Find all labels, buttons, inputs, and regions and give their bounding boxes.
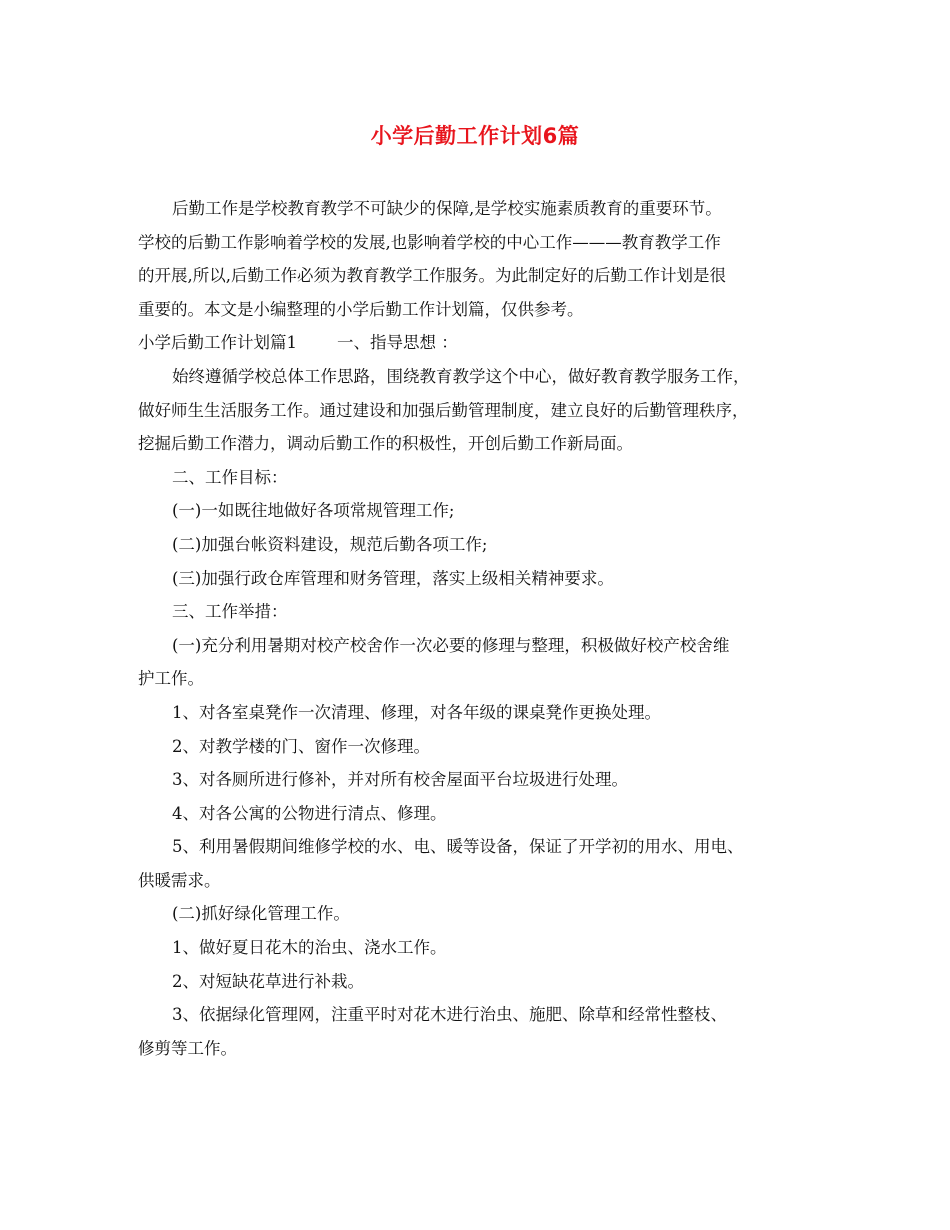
list-item: 1、对各室桌凳作一次清理、修理，对各年级的课桌凳作更换处理。 — [172, 702, 661, 722]
heading-line: 三、工作举措： — [172, 602, 288, 622]
paragraph-line: 学校的后勤工作影响着学校的发展,也影响着学校的中心工作———教育教学工作 — [138, 232, 721, 252]
document-body — [138, 192, 828, 1065]
list-item: (一)充分利用暑期对校产校舍作一次必要的修理与整理，积极做好校产校舍维 — [172, 635, 730, 655]
list-item: 1、做好夏日花木的治虫、浇水工作。 — [172, 938, 447, 958]
list-item: 3、依据绿化管理网，注重平时对花木进行治虫、施肥、除草和经常性整枝、 — [172, 1005, 727, 1025]
list-item: 5、利用暑假期间维修学校的水、电、暖等设备，保证了开学初的用水、用电、 — [172, 837, 744, 857]
list-item: 2、对教学楼的门、窗作一次修理。 — [172, 736, 430, 756]
section-title: 小学后勤工作计划篇1 — [138, 333, 297, 353]
list-item: (三)加强行政仓库管理和财务管理，落实上级相关精神要求。 — [172, 568, 614, 588]
list-item: (二)加强台帐资料建设，规范后勤各项工作; — [172, 534, 488, 554]
paragraph-line: 始终遵循学校总体工作思路，围绕教育教学这个中心，做好教育教学服务工作， — [172, 366, 750, 386]
heading-line: 二、工作目标： — [172, 467, 288, 487]
paragraph-line: 护工作。 — [138, 669, 204, 689]
section-subheading: 一、指导思想 ： — [337, 333, 458, 353]
document-title: 小学后勤工作计划6篇 — [370, 124, 580, 148]
section-heading-line — [138, 326, 828, 360]
list-item: (二)抓好绿化管理工作。 — [172, 904, 350, 924]
paragraph-line: 重要的。本文是小编整理的小学后勤工作计划篇，仅供参考。 — [138, 299, 584, 319]
paragraph-line: 修剪等工作。 — [138, 1038, 237, 1058]
list-item: (一)一如既往地做好各项常规管理工作; — [172, 501, 455, 521]
paragraph-line: 挖掘后勤工作潜力，调动后勤工作的积极性，开创后勤工作新局面。 — [138, 434, 633, 454]
paragraph-line: 供暖需求。 — [138, 870, 221, 890]
list-item: 4、对各公寓的公物进行清点、修理。 — [172, 803, 447, 823]
paragraph-line: 的开展,所以,后勤工作必须为教育教学工作服务。为此制定好的后勤工作计划是很 — [138, 266, 726, 286]
paragraph-line: 做好师生生活服务工作。通过建设和加强后勤管理制度，建立良好的后勤管理秩序， — [138, 400, 749, 420]
paragraph-line: 后勤工作是学校教育教学不可缺少的保障,是学校实施素质教育的重要环节。 — [172, 199, 722, 218]
list-item: 3、对各厕所进行修补，并对所有校舍屋面平台垃圾进行处理。 — [172, 770, 628, 790]
list-item: 2、对短缺花草进行补栽。 — [172, 971, 364, 991]
